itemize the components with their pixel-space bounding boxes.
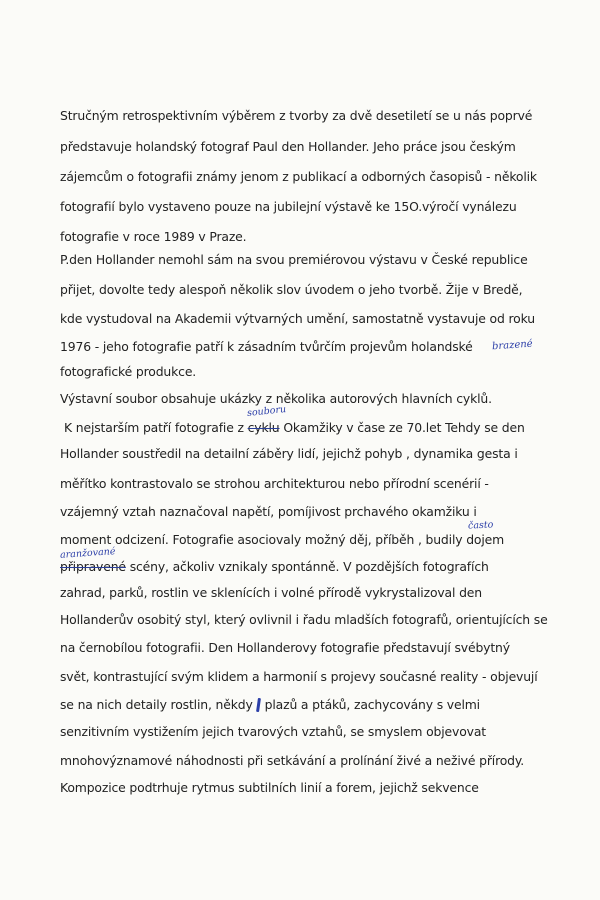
text-line: Výstavní soubor obsahuje ukázky z několika autorových hlavních cyklů. — [60, 391, 492, 406]
text-fragment: se na nich detaily rostlin, někdy — [60, 697, 253, 712]
text-line: fotografie v roce 1989 v Praze. — [60, 229, 247, 244]
text-fragment: plazů a ptáků, zachycovány s velmi — [264, 697, 480, 712]
text-line: kde vystudoval na Akademii výtvarných umění, samostatně vystavuje od roku — [60, 311, 535, 326]
text-line — [60, 559, 489, 575]
text-line: 1976 - jeho fotografie patří k zásadním tvůrčím projevům holandské — [60, 339, 473, 354]
handwritten-margin-note: brazené — [491, 338, 534, 353]
text-line: senzitivním vystižením jejich tvarových vztahů, se smyslem objevovat — [60, 724, 486, 739]
text-line: představuje holandský fotograf Paul den Hollander. Jeho práce jsou českým — [60, 139, 516, 154]
text-line: zájemcům o fotografii známy jenom z publikací a odborných časopisů - několik — [60, 169, 537, 184]
text-line: fotografické produkce. — [60, 364, 197, 379]
text-line: mnohovýznamové náhodnosti při setkávání a prolínání živé a neživé přírody. — [60, 753, 525, 768]
handwritten-insertion: často — [467, 519, 494, 532]
text-line: Stručným retrospektivním výběrem z tvorby za dvě desetiletí se u nás poprvé — [60, 108, 533, 123]
text-line: fotografií bylo vystaveno pouze na jubilejní výstavě ke 15O.výročí vynálezu — [60, 199, 517, 214]
text-line — [64, 420, 525, 436]
handwritten-insertion: souboru — [246, 403, 287, 420]
text-line: zahrad, parků, rostlin ve sklenících i volné přírodě vykrystalizoval den — [60, 585, 482, 600]
text-line: na černobílou fotografii. Den Hollanderovy fotografie představují svébytný — [60, 640, 510, 655]
handwritten-insertion: aranžované — [59, 546, 116, 561]
text-line: přijet, dovolte tedy alespoň několik slov úvodem o jeho tvorbě. Žije v Bredě, — [60, 282, 523, 297]
struck-word: připravené — [60, 559, 126, 574]
text-line: svět, kontrastující svým klidem a harmonií s projevy současné reality - objevují — [60, 669, 538, 684]
text-line: Hollanderův osobitý styl, který ovlivnil i řadu mladších fotografů, orientujících se — [60, 612, 548, 627]
text-line: moment odcizení. Fotografie asociovaly možný děj, příběh , budily dojem — [60, 532, 505, 547]
struck-word: cyklu — [247, 420, 280, 435]
text-fragment: K nejstarším patří fotografie z — [64, 420, 244, 435]
text-line: Kompozice podtrhuje rytmus subtilních linií a forem, jejichž sekvence — [60, 780, 479, 795]
text-line: P.den Hollander nemohl sám na svou premiérovou výstavu v České republice — [60, 252, 528, 267]
text-fragment: Okamžiky v čase ze 70.let Tehdy se den — [283, 420, 525, 435]
text-line: vzájemný vztah naznačoval napětí, pomíjivost prchavého okamžiku i — [60, 504, 477, 519]
text-line — [60, 697, 480, 713]
text-line: Hollander soustředil na detailní záběry lidí, jejichž pohyb , dynamika gesta i — [60, 446, 518, 461]
text-fragment: scény, ačkoliv vznikaly spontánně. V pozdějších fotografích — [129, 559, 489, 574]
text-line: měřítko kontrastovalo se strohou architekturou nebo přírodní scenérií - — [60, 476, 489, 491]
